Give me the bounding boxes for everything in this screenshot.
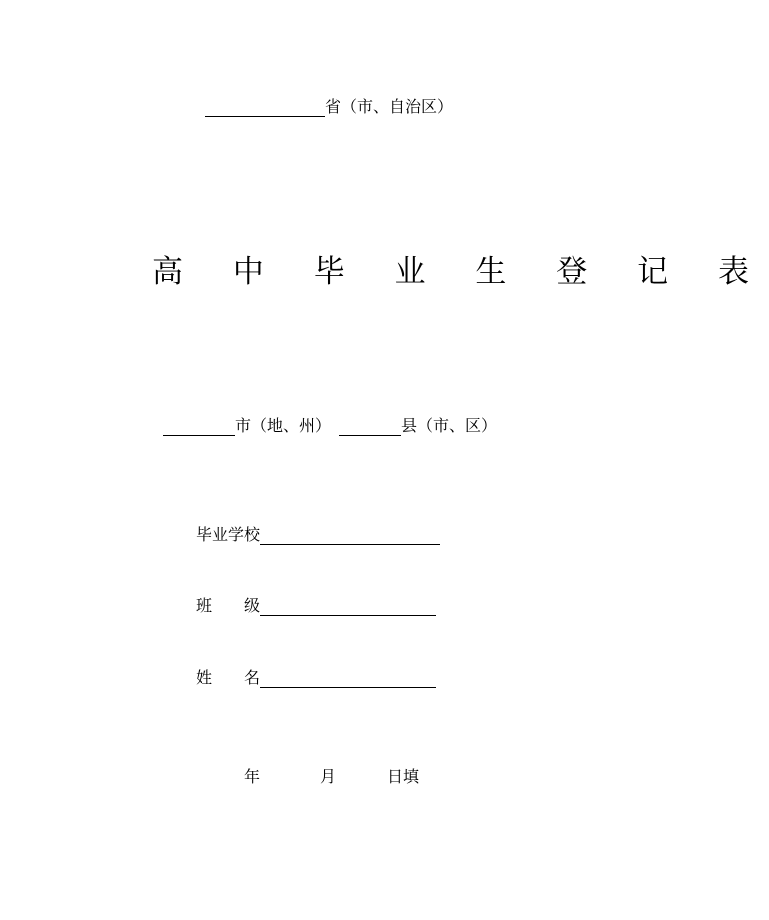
class-field[interactable] bbox=[260, 595, 436, 616]
school-field[interactable] bbox=[260, 524, 440, 545]
county-blank[interactable] bbox=[339, 415, 401, 436]
name-field[interactable] bbox=[260, 667, 436, 688]
date-month: 月 bbox=[320, 767, 337, 786]
province-line bbox=[205, 96, 453, 117]
name-label: 姓 名 bbox=[196, 668, 261, 687]
date-year: 年 bbox=[244, 767, 261, 786]
school-label: 毕业学校 bbox=[196, 525, 261, 544]
date-day: 日填 bbox=[387, 767, 420, 786]
page-title: 高 中 毕 业 生 登 记 表 bbox=[152, 254, 769, 290]
school-row bbox=[196, 524, 440, 545]
region-line bbox=[163, 415, 497, 436]
province-suffix: 省（市、自治区） bbox=[325, 97, 454, 116]
class-row bbox=[196, 595, 436, 616]
county-suffix: 县（市、区） bbox=[401, 416, 498, 435]
city-blank[interactable] bbox=[163, 415, 235, 436]
name-row bbox=[196, 667, 436, 688]
class-label: 班 级 bbox=[196, 596, 261, 615]
city-suffix: 市（地、州） bbox=[235, 416, 332, 435]
province-blank[interactable] bbox=[205, 96, 325, 117]
